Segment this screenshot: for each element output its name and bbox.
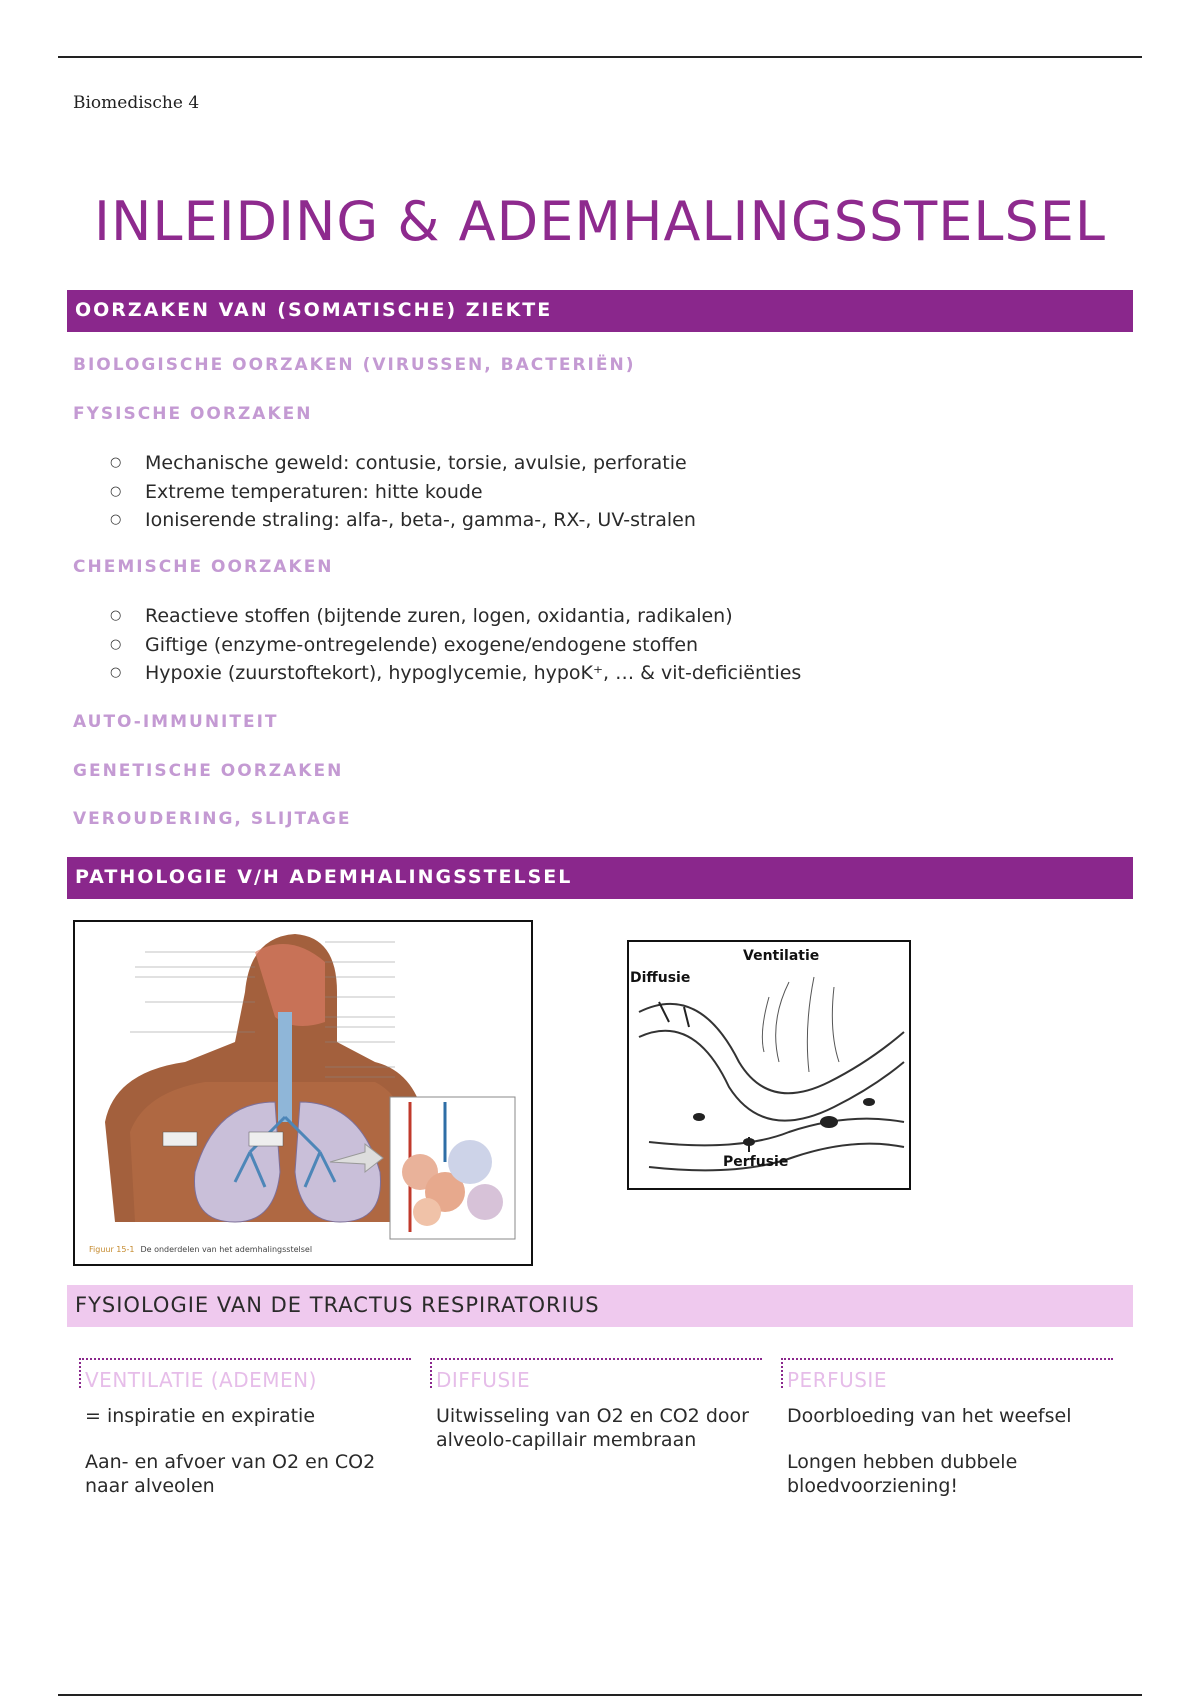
subhead-auto-immuniteit: AUTO-IMMUNITEIT [73,712,279,732]
document-header: Biomedische 4 [73,93,200,113]
bullet-icon: ○ [110,455,122,470]
label-diffusie: Diffusie [630,970,691,986]
column-title: DIFFUSIE [430,1358,762,1388]
column-ventilatie [79,1358,411,1498]
anatomy-illustration [75,922,531,1264]
list-item: ○ Giftige (enzyme-ontregelende) exogene/endogene stoffen [110,631,801,660]
list-fysisch [110,449,696,535]
list-item: ○ Reactieve stoffen (bijtende zuren, logen, oxidantia, radikalen) [110,602,801,631]
list-item: ○ Ioniserende straling: alfa-, beta-, gamma-, RX-, UV-stralen [110,506,696,535]
label-perfusie: Perfusie [723,1154,789,1170]
column-text: Aan- en afvoer van O2 en CO2 naar alveolen [85,1451,376,1497]
column-title: PERFUSIE [781,1358,1113,1388]
anatomy-figure [73,920,533,1266]
column-text: = inspiratie en expiratie [85,1405,316,1427]
subhead-veroudering: VEROUDERING, SLIJTAGE [73,809,352,829]
column-text: Uitwisseling van O2 en CO2 door alveolo-capillair membraan [436,1405,749,1451]
bullet-icon: ○ [110,608,122,623]
bullet-icon: ○ [110,665,122,680]
subhead-chemisch: CHEMISCHE OORZAKEN [73,557,334,577]
section-band-fysiologie: FYSIOLOGIE VAN DE TRACTUS RESPIRATORIUS [67,1285,1133,1327]
list-item: ○ Extreme temperaturen: hitte koude [110,478,696,507]
column-perfusie [781,1358,1113,1498]
column-diffusie [430,1358,762,1452]
figure-caption: Figuur 15-1 De onderdelen van het ademhalingsstelsel [89,1245,313,1254]
subhead-biologisch: BIOLOGISCHE OORZAKEN (VIRUSSEN, BACTERIËN) [73,355,636,375]
list-item: ○ Hypoxie (zuurstoftekort), hypoglycemie, hypoK⁺, … & vit-deficiënties [110,659,801,688]
column-title: VENTILATIE (ADEMEN) [79,1358,411,1388]
column-text: Longen hebben dubbele bloedvoorziening! [787,1451,1018,1497]
column-text: Doorbloeding van het weefsel [787,1405,1072,1427]
subhead-genetisch: GENETISCHE OORZAKEN [73,761,344,781]
bullet-icon: ○ [110,636,122,652]
bullet-icon: ○ [110,512,122,527]
bottom-rule [58,1694,1142,1696]
section-band-pathologie: PATHOLOGIE V/H ADEMHALINGSSTELSEL [67,857,1133,899]
subhead-fysisch: FYSISCHE OORZAKEN [73,404,313,424]
section-band-oorzaken: OORZAKEN VAN (SOMATISCHE) ZIEKTE [67,290,1133,332]
top-rule [58,56,1142,58]
label-ventilatie: Ventilatie [743,948,820,964]
page-title: INLEIDING & ADEMHALINGSSTELSEL [94,190,1106,253]
list-item: ○ Mechanische geweld: contusie, torsie, avulsie, perforatie [110,449,696,478]
list-chemisch [110,602,801,688]
bullet-icon: ○ [110,483,122,499]
alveolus-diagram [627,940,911,1190]
